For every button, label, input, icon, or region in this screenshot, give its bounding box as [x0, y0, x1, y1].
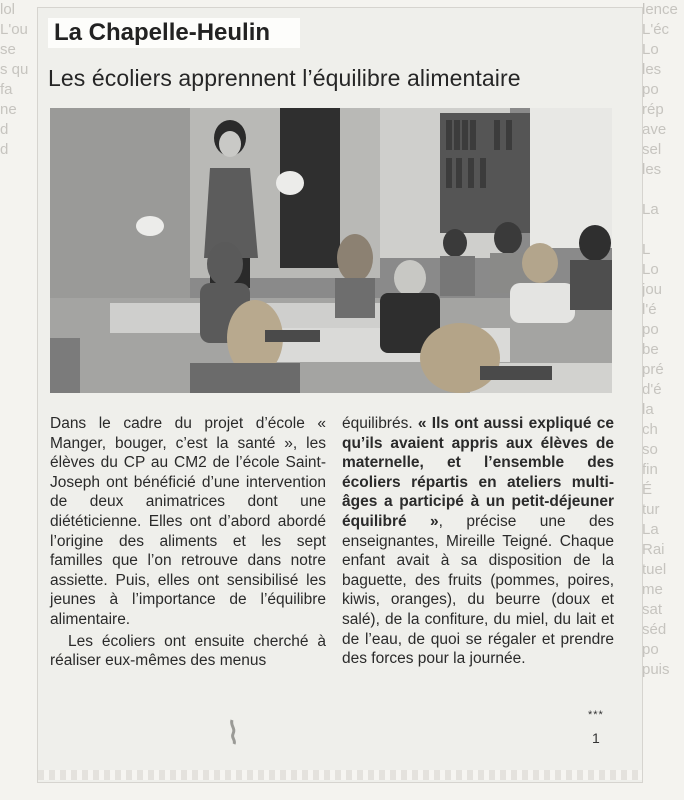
paragraph-intro: Dans le cadre du projet d’école « Manger, bouger, c’est la santé », les élèves du CP au CM2 de l’école Saint-Joseph ont bénéficié d’une intervention de deux animatrices dont une diététicienne. Elles ont d’abord abordé l’origine des aliments et les sept familles que l’on retrouve dans notre assiette. Puis, elles ont sensibilisé les jeunes à l’importance de l’équilibre alimentaire. — [50, 415, 326, 628]
end-stars: *** — [588, 709, 604, 721]
quote-attribution: , précise une des enseignantes, Mireille Teigné. Chaque enfant avait à sa disposition de la baguette, des fruits (pommes, poires, kiwis, oranges), du beurre (doux et salé), de la confiture, du miel, du lait et de l’eau, de quoi se régaler et prendre des forces pour la journée. — [342, 512, 615, 668]
torn-edge — [38, 770, 642, 780]
classroom-scene-icon — [50, 108, 612, 393]
paragraph-menus: Les écoliers ont ensuite cherché à réaliser eux-mêmes des menus — [50, 632, 326, 670]
staple-mark-icon — [228, 718, 240, 746]
adjacent-article-bleed-left: lol L'ou se s qu fa ne d d — [0, 1, 29, 158]
classroom-photo — [50, 108, 612, 393]
article-column-left — [50, 414, 326, 671]
quote-lead: équilibrés. — [342, 415, 418, 432]
location-title: La Chapelle-Heulin — [48, 18, 300, 48]
adjacent-article-bleed-right: lence L'éc Lo les po rép ave sel les La L Lo jou l'é po be pré d'é la ch so fin É tur La Rai tuel me sat séd po puis — [642, 1, 678, 678]
page-number: 1 — [592, 730, 600, 746]
article-column-right — [342, 414, 614, 669]
article-headline: Les écoliers apprennent l’équilibre alimentaire — [48, 65, 521, 91]
paragraph-quote — [342, 414, 614, 669]
teacher-quote: « Ils ont aussi expliqué ce qu’ils avaient appris aux élèves de maternelle, et l’ensemble des écoliers répartis en ateliers multi-âges a participé à un petit-déjeuner équilibré » — [342, 415, 614, 530]
